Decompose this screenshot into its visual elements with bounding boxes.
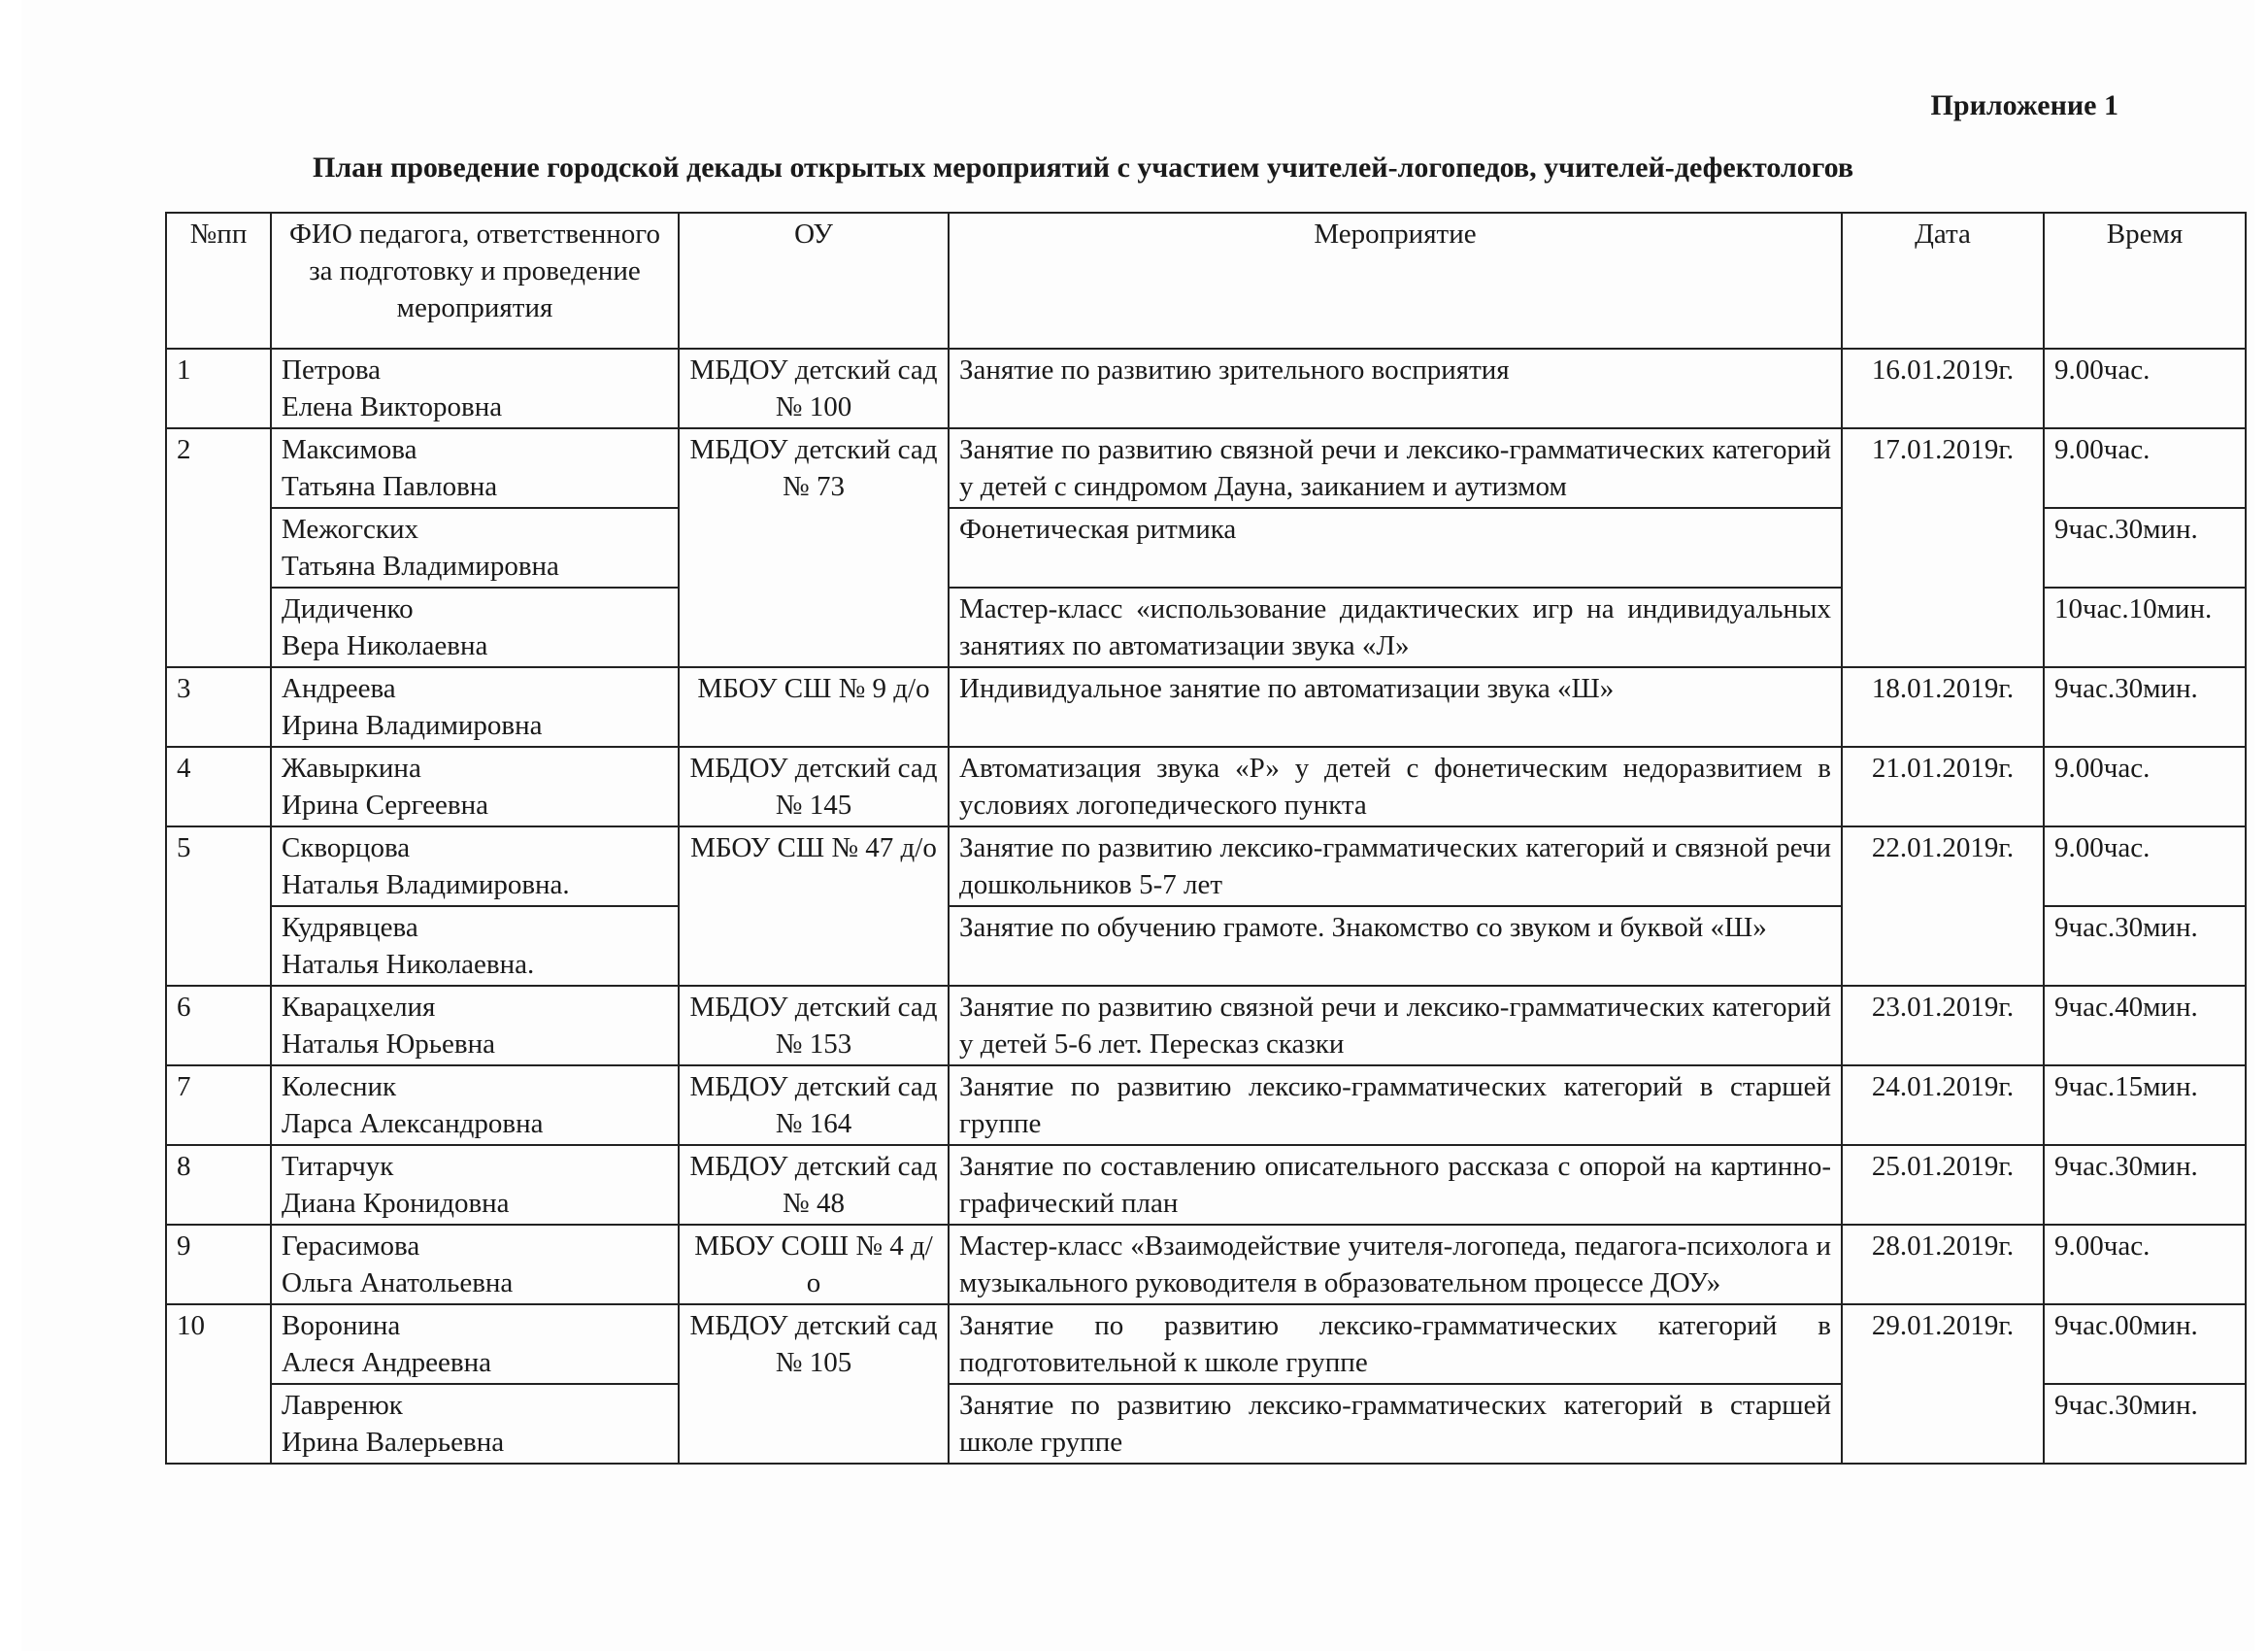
teacher-cell: Максимова Татьяна Павловна <box>271 428 679 508</box>
date-cell: 28.01.2019г. <box>1842 1225 2044 1304</box>
teacher-cell: Петрова Елена Викторовна <box>271 349 679 428</box>
time-cell: 10час.10мин. <box>2044 588 2246 667</box>
teacher-cell: Скворцова Наталья Владимировна. <box>271 826 679 906</box>
row-number-cell: 4 <box>166 747 271 826</box>
row-number-cell: 5 <box>166 826 271 986</box>
events-table <box>165 212 2247 1465</box>
date-cell: 16.01.2019г. <box>1842 349 2044 428</box>
time-cell: 9.00час. <box>2044 826 2246 906</box>
event-cell: Занятие по развитию связной речи и лексико-грамматических категорий у детей 5-6 лет. Пересказ сказки <box>949 986 1842 1065</box>
time-cell: 9.00час. <box>2044 1225 2246 1304</box>
column-header-event: Мероприятие <box>949 213 1842 349</box>
event-cell: Занятие по развитию лексико-грамматических категорий в подготовительной к школе группе <box>949 1304 1842 1384</box>
row-number-cell: 2 <box>166 428 271 667</box>
event-cell: Занятие по развитию связной речи и лексико-грамматических категорий у детей с синдромом Дауна, заиканием и аутизмом <box>949 428 1842 508</box>
teacher-cell: Воронина Алеся Андреевна <box>271 1304 679 1384</box>
teacher-cell: Колесник Ларса Александровна <box>271 1065 679 1145</box>
time-cell: 9час.40мин. <box>2044 986 2246 1065</box>
date-cell: 21.01.2019г. <box>1842 747 2044 826</box>
table-row <box>166 986 2246 1065</box>
teacher-cell: Кудрявцева Наталья Николаевна. <box>271 906 679 986</box>
date-cell: 22.01.2019г. <box>1842 826 2044 986</box>
table-body <box>166 349 2246 1464</box>
teacher-cell: Андреева Ирина Владимировна <box>271 667 679 747</box>
school-cell: МБДОУ детский сад № 145 <box>679 747 949 826</box>
row-number-cell: 3 <box>166 667 271 747</box>
date-cell: 25.01.2019г. <box>1842 1145 2044 1225</box>
row-number-cell: 7 <box>166 1065 271 1145</box>
teacher-cell: Кварацхелия Наталья Юрьевна <box>271 986 679 1065</box>
table-row <box>166 1225 2246 1304</box>
teacher-cell: Титарчук Диана Кронидовна <box>271 1145 679 1225</box>
row-number-cell: 9 <box>166 1225 271 1304</box>
column-header-time: Время <box>2044 213 2246 349</box>
table-header-row <box>166 213 2246 349</box>
table-row <box>166 747 2246 826</box>
event-cell: Занятие по составлению описательного рассказа с опорой на картинно-графический план <box>949 1145 1842 1225</box>
column-header-school: ОУ <box>679 213 949 349</box>
row-number-cell: 1 <box>166 349 271 428</box>
time-cell: 9.00час. <box>2044 747 2246 826</box>
table-row <box>166 428 2246 508</box>
time-cell: 9час.30мин. <box>2044 1145 2246 1225</box>
date-cell: 29.01.2019г. <box>1842 1304 2044 1464</box>
teacher-cell: Лавренюк Ирина Валерьевна <box>271 1384 679 1464</box>
event-cell: Занятие по развитию лексико-грамматических категорий в старшей группе <box>949 1065 1842 1145</box>
time-cell: 9час.15мин. <box>2044 1065 2246 1145</box>
teacher-cell: Жавыркина Ирина Сергеевна <box>271 747 679 826</box>
table-row <box>166 826 2246 906</box>
event-cell: Индивидуальное занятие по автоматизации звука «Ш» <box>949 667 1842 747</box>
event-cell: Занятие по развитию лексико-грамматических категорий в старшей школе группе <box>949 1384 1842 1464</box>
table-row <box>166 1304 2246 1384</box>
school-cell: МБДОУ детский сад № 105 <box>679 1304 949 1464</box>
teacher-cell: Межогских Татьяна Владимировна <box>271 508 679 588</box>
table-row <box>166 349 2246 428</box>
table-row <box>166 1065 2246 1145</box>
table-row <box>166 1145 2246 1225</box>
event-cell: Автоматизация звука «Р» у детей с фонетическим недоразвитием в условиях логопедического пункта <box>949 747 1842 826</box>
school-cell: МБОУ СШ № 47 д/о <box>679 826 949 986</box>
school-cell: МБДОУ детский сад № 153 <box>679 986 949 1065</box>
row-number-cell: 10 <box>166 1304 271 1464</box>
event-cell: Занятие по развитию лексико-грамматических категорий и связной речи дошкольников 5-7 лет <box>949 826 1842 906</box>
document-sheet <box>21 0 2254 1651</box>
event-cell: Мастер-класс «использование дидактических игр на индивидуальных занятиях по автоматизации звука «Л» <box>949 588 1842 667</box>
column-header-date: Дата <box>1842 213 2044 349</box>
row-number-cell: 6 <box>166 986 271 1065</box>
date-cell: 17.01.2019г. <box>1842 428 2044 667</box>
school-cell: МБДОУ детский сад № 48 <box>679 1145 949 1225</box>
event-cell: Занятие по обучению грамоте. Знакомство со звуком и буквой «Ш» <box>949 906 1842 986</box>
school-cell: МБДОУ детский сад № 73 <box>679 428 949 667</box>
teacher-cell: Дидиченко Вера Николаевна <box>271 588 679 667</box>
teacher-cell: Герасимова Ольга Анатольевна <box>271 1225 679 1304</box>
appendix-label: Приложение 1 <box>1930 89 2118 121</box>
event-cell: Фонетическая ритмика <box>949 508 1842 588</box>
column-header-number: №пп <box>166 213 271 349</box>
date-cell: 23.01.2019г. <box>1842 986 2044 1065</box>
school-cell: МБДОУ детский сад № 100 <box>679 349 949 428</box>
time-cell: 9.00час. <box>2044 428 2246 508</box>
time-cell: 9час.00мин. <box>2044 1304 2246 1384</box>
school-cell: МБОУ СШ № 9 д/о <box>679 667 949 747</box>
row-number-cell: 8 <box>166 1145 271 1225</box>
time-cell: 9.00час. <box>2044 349 2246 428</box>
table-row <box>166 667 2246 747</box>
time-cell: 9час.30мин. <box>2044 667 2246 747</box>
page-title: План проведение городской декады открытых мероприятий с участием учителей-логопедов, учителей-дефектологов <box>313 152 1854 184</box>
event-cell: Занятие по развитию зрительного восприятия <box>949 349 1842 428</box>
date-cell: 18.01.2019г. <box>1842 667 2044 747</box>
school-cell: МБОУ СОШ № 4 д/о <box>679 1225 949 1304</box>
time-cell: 9час.30мин. <box>2044 1384 2246 1464</box>
date-cell: 24.01.2019г. <box>1842 1065 2044 1145</box>
column-header-teacher: ФИО педагога, ответственного за подготовку и проведение мероприятия <box>271 213 679 349</box>
time-cell: 9час.30мин. <box>2044 906 2246 986</box>
time-cell: 9час.30мин. <box>2044 508 2246 588</box>
school-cell: МБДОУ детский сад № 164 <box>679 1065 949 1145</box>
event-cell: Мастер-класс «Взаимодействие учителя-логопеда, педагога-психолога и музыкального руководителя в образовательном процессе ДОУ» <box>949 1225 1842 1304</box>
